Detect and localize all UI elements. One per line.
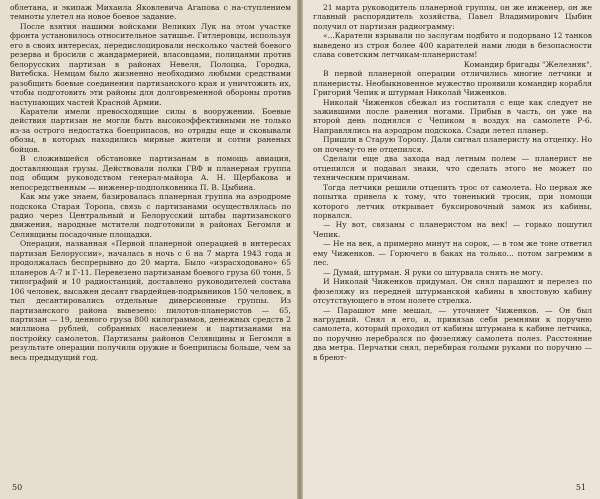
right-paragraph-2: Николай Чиженков сбежал из госпиталя с еще как следует не зажившими после ранения ногами. Прибыв в часть, он уже на второй день поднялся с Чепиком в воздух на самолете Р-6. Направлялись на аэродром подскока. Сзади летел планер. <box>313 97 592 135</box>
left-paragraph-5: Как мы уже знаем, базировалась планерная группа на аэродроме подскока Старая Торопа, связь с партизанами осуществлялась по радио через Центральный и Белорусский штабы партизанского движения, народные мстители подготовили в районах Бегомля и Селявщины посадочные площадки. <box>10 192 291 239</box>
radiogram-quote: «...Каратели взрывали по заслугам подбито и подорвано 12 танков выведено из строя более 400 карателей нами люди в безопасности слава советским летчикам-планеристам! <box>313 31 592 60</box>
right-paragraph-3: Пришли в Старую Торопу. Дали сигнал планеристу на отцепку. Но он почему-то не отцепился. <box>313 135 592 154</box>
right-paragraph-4: Сделали еще два захода над летным полем — планерист не отцепился и подавал знаки, что сделать этого не может по техническим причинам. <box>313 154 592 183</box>
page-number-right: 51 <box>575 483 586 492</box>
left-paragraph-3: Каратели имели превосходящие силы в вооружении. Боевые действия партизан не могли быть высокоэффективными не только из-за острого недостатка боеприпасов, но отряды еще и сковывали обозы, в которых находились мирные жители и сотни раненых бойцов. <box>10 106 291 154</box>
left-paragraph-6: Операция, названная «Первой планерной операцией в интересах партизан Белоруссии», началась в ночь с 6 на 7 марта 1943 года и продолжалась беспрерывно до 20 марта. Было «израсходовано» 65 планеров А-7 и Г-11. Перевезено партизанам боевого груза 60 тонн, 5 типографий и 10 радиостанций, доставлено руководителей состава 106 человек, высажен десант гвардейцев-подрывников 150 человек, в тыл десантировались отдельные диверсионные группы. Из партизанского района вывезено: пилотов-планеристов — 65, партизан — 19, ценного груза 800 килограммов, денежных средств 2 миллиона рублей, собранных населением и партизанами на постройку самолетов. Партизаны районов Селявщины и Бегомля в результате операции получили оружие и боеприпасы больше, чем за весь предыдущий год. <box>10 239 291 362</box>
right-paragraph-10: — Парашют мне мешал, — уточняет Чиженков. — Он был нагрудный. Снял я его, и, привязав себя ремнями к поручню самолета, который проходил от кабины штурмана к кабине летчика, по поручню перебрался по фюзеляжу самолета полез. Расстояние два метра. Перчатки снял, перебирая голыми руками по поручню — в бреют- <box>313 305 592 362</box>
right-paragraph-8: — Думай, штурман. Я руки со штурвала снять не могу. <box>323 267 543 277</box>
right-paragraph-6: — Ну вот, связаны с планеристом на век! — горько пошутил Чепик. <box>313 220 592 239</box>
right-paragraph-5: Тогда летчики решили отцепить трос от самолета. Но первая же попытка привела к тому, что тоненький тросик, при помощи которого летчик открывает буксировочный замок из кабины, порвался. <box>313 182 592 220</box>
page-number-left: 50 <box>12 483 23 492</box>
left-paragraph-1: облетана, и экипаж Михаила Яковлевича Агапова с на-ступлением темноты улетел на новое боевое задание. <box>10 3 291 22</box>
left-paragraph-4: В сложившейся обстановке партизанам в помощь авиация, доставляющая грузы. Действовали полки ГВФ и планерная группа под общим руководством генерал-майора А. Н. Щербакова и непосредственным — инженер-подполковника П. В. Цыбина. <box>10 154 291 192</box>
left-page <box>0 0 297 499</box>
right-paragraph-intro: 21 марта руководитель планерной группы, он же инженер, он же главный распорядитель хозяйства, Павел Владимирович Цыбин получил от партизан радиограмму: <box>313 3 592 31</box>
right-paragraph-1: В первой планерной операции отличились многие летчики и планеристы. Необыкновенное мужество проявили командир корабля Григорий Чепик и штурман Николай Чиженков. <box>313 69 592 98</box>
right-paragraph-7: — Не на век, а примерно минут на сорок, — в том же тоне ответил ему Чиженков. — Горючего в баках на только... потом загремим в лес. <box>313 239 592 268</box>
left-paragraph-2: После взятия нашими войсками Великих Лук на этом участке фронта установилось относительное затишье. Гитлеровцы, используя его в своих интересах, передислоцировали несколько частей боевого резерва и бросили с жандармерией, власовцами, полицаями против белорусских партизан в районах Невеля, Полоцка, Городка, Витебска. Немцам было жизненно необходимо любыми средствами разобщить боевые соединения партизанского края и уничтожить их, чтобы подготовить эти районы для долговременной обороны против наступающих частей Красной Армии. <box>10 21 291 107</box>
radiogram-signature: Командир бригады "Железняк". <box>463 59 592 69</box>
right-paragraph-9: И Николай Чиженков придумал. Он снял парашют и перелез по фюзеляжу из передней штурманской кабины в хвостовую кабину отсутствующего в этом полете стрелка. <box>313 277 592 306</box>
right-page <box>303 0 600 499</box>
